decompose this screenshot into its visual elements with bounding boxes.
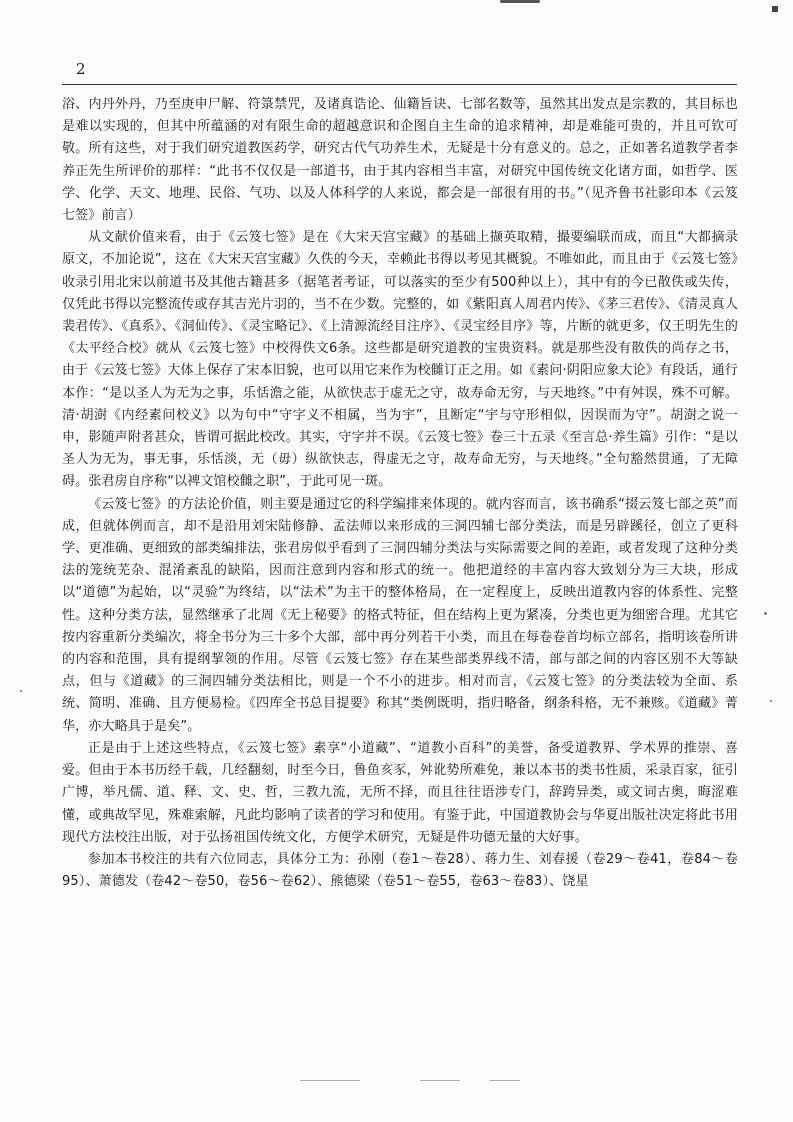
header-rule <box>62 84 737 85</box>
body-text <box>62 94 738 893</box>
scan-artifact <box>300 1080 360 1081</box>
paragraph-methodology-value: 《云笈七签》的方法论价值，则主要是通过它的科学编排来体现的。就内容而言，该书确系“掇云笈七部之英”而成，但就体例而言，却不是沿用刘宋陆修静、孟法师以来形成的三洞四辅七部分类法，而是另辟蹊径，创立了更科学、更准确、更细致的部类编排法，张君房似乎看到了三洞四辅分类法与实际需要之间的差距，或者发现了这种分类法的笼统芜杂、混淆紊乱的缺陷，因而注意到内容和形式的统一。他把道经的丰富内容大致划分为三大块，形成以“道德”为起始，以“灵验”为终结，以“法术”为主干的整体格局，在一定程度上，反映出道教内容的体系性、完整性。这种分类方法，显然继承了北周《无上秘要》的格式特征，但在结构上更为紧凑，分类也更为细密合理。尤其它按内容重新分类编次，将全书分为三十多个大部，部中再分列若干小类，而且在每卷卷首均标立部名，指明该卷所讲的内容和范围，具有提纲挈领的作用。尽管《云笈七签》存在某些部类界线不清，部与部之间的内容区别不大等缺点，但与《道藏》的三洞四辅分类法相比，则是一个不小的进步。相对而言，《云笈七签》的分类法较为全面、系统、简明、准确、且方便易检。《四库全书总目提要》称其“类例既明，指归略备，纲条科格，无不兼赅。《道藏》菁华，亦大略具于是矣”。 <box>62 496 738 734</box>
scan-artifact <box>500 0 540 3</box>
scan-artifact <box>490 1080 520 1081</box>
scan-speck <box>20 690 22 692</box>
page-number: 2 <box>76 60 86 78</box>
paragraph-contributors: 参加本书校注的共有六位同志，具体分工为：孙刚（卷1～卷28）、蒋力生、刘春援（卷29～卷41，卷84～卷95）、萧德发（卷42～卷50，卷56～卷62）、熊德梁（卷51～卷55，卷63～卷83）、饶星 <box>62 851 738 890</box>
scan-artifact <box>420 1080 460 1081</box>
paragraph-literature-value: 从文献价值来看，由于《云笈七签》是在《大宋天宫宝藏》的基础上撷英取精，撮要编联而成，而且“大都摘录原文，不加论说”，这在《大宋天宫宝藏》久佚的今天，幸赖此书得以考见其概貌。不唯如此，而且由于《云笈七签》收录引用北宋以前道书及其他古籍甚多（据笔者考证，可以落实的至少有500种以上），其中有的今已散佚或失传，仅凭此书得以完整流传或存其吉光片羽的，当不在少数。完整的，如《紫阳真人周君内传》、《茅三君传》、《清灵真人裴君传》、《真系》、《洞仙传》、《灵宝略记》、《上清源流经目注序》、《灵宝经目序》等，片断的就更多，仅王明先生的《太平经合校》就从《云笈七签》中校得佚文6条。这些都是研究道教的宝贵资料。就是那些没有散佚的尚存之书，由于《云笈七签》大体上保存了宋本旧貌，也可以用它来作为校雠订正之用。如《素问·阴阳应象大论》有段话，通行本作：“是以圣人为无为之事，乐恬澹之能，从欲快志于虚无之守，故寿命无穷，与天地终。”中有舛误，殊不可解。清·胡澍《内经素问校义》以为句中“守字义不相属，当为宇”，且断定“宇与守形相似，因误而为守”。胡澍之说一申，影随声附者甚众，皆谓可据此校改。其实，守字并不误。《云笈七签》卷三十五录《至言总·养生篇》引作：“是以圣人为无为，事无事，乐恬淡，无（毋）纵欲快志，得虚无之守，故寿命无穷，与天地终。”全句豁然贯通，了无障碍。张君房自序称“以裨文馆校雠之职”，于此可见一斑。 <box>62 230 738 490</box>
paragraph-reputation: 正是由于上述这些特点，《云笈七签》素享“小道藏”、“道教小百科”的美誉，备受道教界、学术界的推崇、喜爱。但由于本书历经千载，几经翻刻，时至今日，鲁鱼亥豕，舛讹势所难免，兼以本书的类书性质，采录百家，征引广博，举凡儒、道、释、文、史、哲，三教九流，无所不择，而且往往语涉专门，辞跨异类，或文词古奥，晦涩难懂，或典故罕见，殊难索解，凡此均影响了读者的学习和使用。有鉴于此，中国道教协会与华夏出版社决定将此书用现代方法校注出版，对于弘扬祖国传统文化，方便学术研究，无疑是件功德无量的大好事。 <box>62 740 738 845</box>
scan-artifact <box>772 6 778 12</box>
scan-speck <box>770 700 772 702</box>
paragraph-continued: 浴、内丹外丹，乃至庚申尸解、符箓禁咒，及诸真诰论、仙籍旨诀、七部名数等，虽然其出发点是宗教的，其目标也是难以实现的，但其中所蕴涵的对有限生命的超越意识和企图自主生命的追求精神，却是难能可贵的，并且可钦可敬。所有这些，对于我们研究道教医药学，研究古代气功养生术，无疑是十分有意义的。总之，正如著名道教学者李养正先生所评价的那样：“此书不仅仅是一部道书，由于其内容相当丰富，对研究中国传统文化诸方面，如哲学、医学、化学、天文、地理、民俗、气功、以及人体科学的人来说，都会是一部很有用的书。”（见齐鲁书社影印本《云笈七签》前言） <box>62 97 738 224</box>
scan-speck <box>764 612 767 615</box>
